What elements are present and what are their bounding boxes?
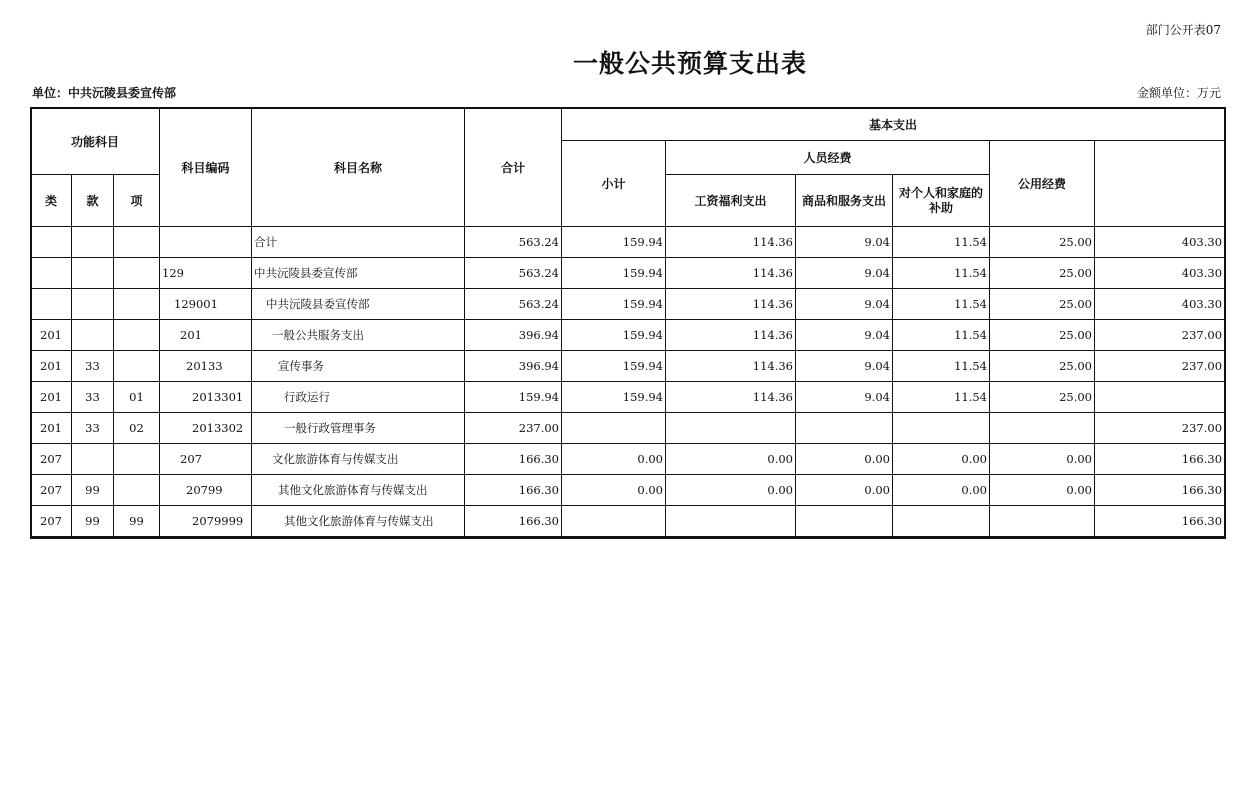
cell-xiang (114, 258, 160, 289)
cell-goods: 9.04 (796, 320, 893, 351)
table-row (31, 413, 1225, 444)
header-family: 对个人和家庭的补助 (893, 175, 990, 227)
expenditure-table (30, 107, 1225, 537)
cell-code (160, 227, 252, 258)
header-goods: 商品和服务支出 (796, 175, 893, 227)
cell-total: 563.24 (465, 289, 562, 320)
cell-wage: 114.36 (666, 320, 796, 351)
cell-public (990, 506, 1095, 537)
cell-total: 563.24 (465, 227, 562, 258)
cell-lei: 201 (31, 413, 72, 444)
cell-total: 237.00 (465, 413, 562, 444)
cell-subtotal (562, 506, 666, 537)
header-name: 科目名称 (252, 108, 465, 227)
header-personnel: 人员经费 (666, 141, 990, 175)
cell-public: 25.00 (990, 258, 1095, 289)
cell-project: 166.30 (1095, 475, 1225, 506)
cell-lei: 201 (31, 382, 72, 413)
cell-family: 11.54 (893, 227, 990, 258)
cell-goods: 0.00 (796, 444, 893, 475)
header-code: 科目编码 (160, 108, 252, 227)
cell-public: 25.00 (990, 289, 1095, 320)
table-row (31, 506, 1225, 537)
cell-name: 中共沅陵县委宣传部 (252, 258, 465, 289)
cell-lei: 207 (31, 475, 72, 506)
cell-wage (666, 506, 796, 537)
cell-lei: 201 (31, 351, 72, 382)
cell-goods: 9.04 (796, 351, 893, 382)
cell-code: 20799 (160, 475, 252, 506)
header-public: 公用经费 (990, 141, 1095, 227)
cell-wage: 114.36 (666, 382, 796, 413)
cell-goods (796, 413, 893, 444)
cell-project: 166.30 (1095, 444, 1225, 475)
cell-xiang: 02 (114, 413, 160, 444)
cell-wage (666, 413, 796, 444)
cell-family: 11.54 (893, 320, 990, 351)
header-basic: 基本支出 (562, 108, 1225, 141)
cell-name: 文化旅游体育与传媒支出 (252, 444, 465, 475)
cell-public: 25.00 (990, 382, 1095, 413)
cell-wage: 114.36 (666, 289, 796, 320)
cell-name: 中共沅陵县委宣传部 (252, 289, 465, 320)
header-func-subject: 功能科目 (31, 108, 160, 175)
cell-project: 237.00 (1095, 413, 1225, 444)
cell-code: 20133 (160, 351, 252, 382)
cell-code: 201 (160, 320, 252, 351)
cell-name: 合计 (252, 227, 465, 258)
cell-xiang (114, 227, 160, 258)
cell-public: 0.00 (990, 475, 1095, 506)
cell-goods: 9.04 (796, 289, 893, 320)
cell-total: 159.94 (465, 382, 562, 413)
cell-kuan: 33 (72, 351, 114, 382)
cell-family: 11.54 (893, 351, 990, 382)
cell-name: 其他文化旅游体育与传媒支出 (252, 475, 465, 506)
cell-wage: 114.36 (666, 258, 796, 289)
table-row (31, 258, 1225, 289)
cell-subtotal: 159.94 (562, 258, 666, 289)
cell-project: 403.30 (1095, 289, 1225, 320)
cell-kuan (72, 227, 114, 258)
cell-kuan (72, 258, 114, 289)
cell-code: 2079999 (160, 506, 252, 537)
cell-lei: 201 (31, 320, 72, 351)
table-body (31, 227, 1225, 537)
cell-goods: 0.00 (796, 475, 893, 506)
cell-xiang: 01 (114, 382, 160, 413)
cell-code: 2013302 (160, 413, 252, 444)
cell-lei (31, 227, 72, 258)
table-row (31, 444, 1225, 475)
cell-name: 行政运行 (252, 382, 465, 413)
cell-goods: 9.04 (796, 227, 893, 258)
cell-total: 396.94 (465, 351, 562, 382)
cell-code: 207 (160, 444, 252, 475)
cell-lei: 207 (31, 444, 72, 475)
table-row (31, 351, 1225, 382)
table-row (31, 382, 1225, 413)
header-total: 合计 (465, 108, 562, 227)
cell-family: 11.54 (893, 289, 990, 320)
header-kuan: 款 (72, 175, 114, 227)
cell-project (1095, 382, 1225, 413)
table-row (31, 320, 1225, 351)
table-row (31, 289, 1225, 320)
cell-project: 237.00 (1095, 351, 1225, 382)
cell-kuan: 33 (72, 413, 114, 444)
cell-subtotal: 0.00 (562, 475, 666, 506)
cell-code: 2013301 (160, 382, 252, 413)
cell-family (893, 506, 990, 537)
cell-project: 403.30 (1095, 227, 1225, 258)
cell-xiang (114, 351, 160, 382)
form-number: 部门公开表07 (1145, 23, 1221, 37)
cell-total: 396.94 (465, 320, 562, 351)
cell-total: 166.30 (465, 506, 562, 537)
page-title: 一般公共预算支出表 (572, 49, 807, 78)
cell-subtotal (562, 413, 666, 444)
cell-subtotal: 159.94 (562, 382, 666, 413)
table-row (31, 227, 1225, 258)
cell-code: 129001 (160, 289, 252, 320)
cell-kuan (72, 289, 114, 320)
cell-project: 403.30 (1095, 258, 1225, 289)
cell-goods: 9.04 (796, 382, 893, 413)
cell-kuan: 99 (72, 506, 114, 537)
cell-subtotal: 159.94 (562, 289, 666, 320)
cell-xiang (114, 320, 160, 351)
cell-kuan (72, 320, 114, 351)
cell-family: 0.00 (893, 444, 990, 475)
cell-public: 25.00 (990, 227, 1095, 258)
cell-total: 563.24 (465, 258, 562, 289)
cell-wage: 114.36 (666, 227, 796, 258)
cell-name: 一般公共服务支出 (252, 320, 465, 351)
cell-public: 25.00 (990, 351, 1095, 382)
cell-goods: 9.04 (796, 258, 893, 289)
cell-subtotal: 159.94 (562, 320, 666, 351)
amount-unit-label: 金额单位：万元 (1136, 86, 1221, 100)
cell-kuan: 99 (72, 475, 114, 506)
cell-family: 11.54 (893, 258, 990, 289)
header-subtotal: 小计 (562, 141, 666, 227)
cell-family: 11.54 (893, 382, 990, 413)
cell-xiang: 99 (114, 506, 160, 537)
table-row (31, 475, 1225, 506)
cell-total: 166.30 (465, 475, 562, 506)
cell-project: 166.30 (1095, 506, 1225, 537)
cell-wage: 0.00 (666, 475, 796, 506)
cell-name: 其他文化旅游体育与传媒支出 (252, 506, 465, 537)
cell-name: 宣传事务 (252, 351, 465, 382)
cell-xiang (114, 289, 160, 320)
cell-code: 129 (160, 258, 252, 289)
cell-lei (31, 258, 72, 289)
cell-lei (31, 289, 72, 320)
cell-xiang (114, 475, 160, 506)
cell-goods (796, 506, 893, 537)
cell-name: 一般行政管理事务 (252, 413, 465, 444)
header-lei: 类 (31, 175, 72, 227)
cell-family (893, 413, 990, 444)
cell-public (990, 413, 1095, 444)
unit-label: 单位：中共沅陵县委宣传部 (32, 86, 177, 100)
cell-wage: 0.00 (666, 444, 796, 475)
cell-subtotal: 159.94 (562, 227, 666, 258)
cell-kuan (72, 444, 114, 475)
cell-lei: 207 (31, 506, 72, 537)
cell-kuan: 33 (72, 382, 114, 413)
cell-wage: 114.36 (666, 351, 796, 382)
cell-public: 0.00 (990, 444, 1095, 475)
header-xiang: 项 (114, 175, 160, 227)
cell-subtotal: 159.94 (562, 351, 666, 382)
cell-project: 237.00 (1095, 320, 1225, 351)
cell-total: 166.30 (465, 444, 562, 475)
header-wage: 工资福利支出 (666, 175, 796, 227)
cell-subtotal: 0.00 (562, 444, 666, 475)
cell-family: 0.00 (893, 475, 990, 506)
cell-public: 25.00 (990, 320, 1095, 351)
cell-xiang (114, 444, 160, 475)
